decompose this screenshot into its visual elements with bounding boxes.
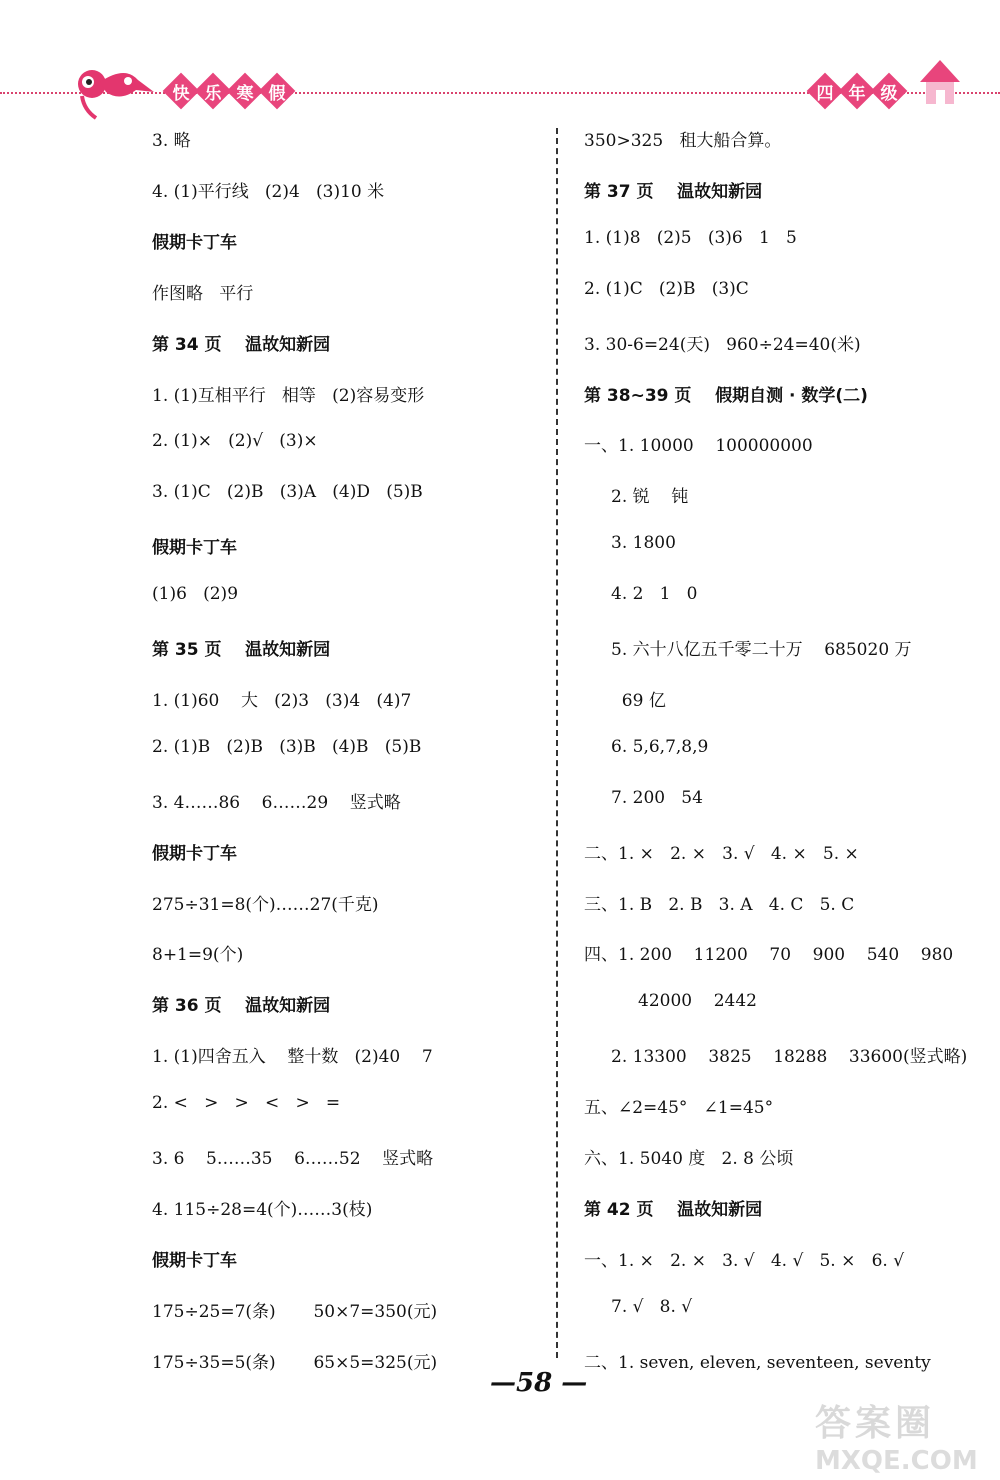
- house-icon: [918, 58, 963, 108]
- right_tag-char-text: 级: [880, 83, 898, 104]
- answer-line: 4. 2 1 0: [611, 584, 698, 605]
- answer-line: 3. 30-6=24(天) 960÷24=40(米): [584, 334, 861, 355]
- answer-line: 5. 六十八亿五千零二十万 685020 万: [611, 640, 912, 660]
- answer-line: 42000 2442: [611, 991, 757, 1012]
- watermark-site-text: MXQE.COM: [815, 1446, 978, 1476]
- answer-line: 1. (1)8 (2)5 (3)6 1 5: [584, 227, 797, 248]
- left_tag-char-text: 乐: [204, 83, 222, 104]
- right_tag-char-text: 四: [816, 83, 834, 104]
- answer-line: 3. (1)C (2)B (3)A (4)D (5)B: [152, 482, 423, 503]
- page-number: —58 —: [490, 1368, 588, 1398]
- answer-line: 275÷31=8(个)……27(千克): [152, 894, 379, 915]
- answer-line: 6. 5,6,7,8,9: [611, 736, 709, 757]
- answer-line: 3. 6 5……35 6……52 竖式略: [152, 1149, 434, 1169]
- answer-line: 2. (1)C (2)B (3)C: [584, 278, 749, 299]
- answer-line: 2. < > > < > =: [152, 1093, 341, 1114]
- answer-line: 二、1. × 2. × 3. √ 4. × 5. ×: [584, 843, 859, 864]
- answer-line: 作图略 平行: [152, 283, 254, 304]
- section-heading: 假期卡丁车: [152, 232, 237, 253]
- answer-line: 69 亿: [611, 690, 666, 711]
- answer-line: 3. 4……86 6……29 竖式略: [152, 792, 401, 813]
- answer-line: 2. (1)B (2)B (3)B (4)B (5)B: [152, 736, 422, 757]
- left_tag-char-text: 假: [268, 83, 286, 104]
- page-header: [0, 0, 1000, 130]
- header-title-tag: [168, 78, 290, 104]
- answer-line: 175÷25=7(条) 50×7=350(元): [152, 1301, 438, 1322]
- section-heading: 第 42 页 温故知新园: [584, 1199, 763, 1220]
- answer-line: 8+1=9(个): [152, 945, 244, 966]
- answer-line: 四、1. 200 11200 70 900 540 980: [584, 945, 954, 966]
- answer-line: 五、∠2=45° ∠1=45°: [584, 1098, 774, 1119]
- section-heading: 第 37 页 温故知新园: [584, 181, 763, 202]
- column-divider: [556, 128, 558, 1358]
- answer-line: (1)6 (2)9: [152, 584, 239, 605]
- answer-line: 2. (1)× (2)√ (3)×: [152, 431, 318, 452]
- answer-line: 三、1. B 2. B 3. A 4. C 5. C: [584, 894, 855, 915]
- right_tag-char: [871, 73, 908, 110]
- watermark-logo-text: 答案圈: [815, 1403, 936, 1444]
- watermark: [815, 1395, 990, 1476]
- answer-line: 一、1. × 2. × 3. √ 4. √ 5. × 6. √: [584, 1250, 905, 1271]
- answer-line: 3. 略: [152, 131, 191, 151]
- answer-line: 1. (1)互相平行 相等 (2)容易变形: [152, 385, 425, 406]
- grade-tag: [812, 78, 902, 104]
- left_tag-char: [259, 73, 296, 110]
- answer-line: 二、1. seven, eleven, seventeen, seventy: [584, 1352, 931, 1373]
- answer-line: 4. 115÷28=4(个)……3(枝): [152, 1199, 373, 1220]
- section-heading: 第 38~39 页 假期自测 · 数学(二): [584, 385, 868, 406]
- left_tag-char-text: 快: [172, 83, 190, 104]
- section-heading: 第 35 页 温故知新园: [152, 640, 331, 660]
- answer-line: 2. 13300 3825 18288 33600(竖式略): [611, 1047, 968, 1068]
- answer-line: 350>325 租大船合算。: [584, 131, 782, 151]
- section-heading: 第 34 页 温故知新园: [152, 334, 331, 355]
- answer-line: 7. 200 54: [611, 787, 703, 808]
- answer-line: 3. 1800: [611, 533, 676, 554]
- left_tag-char-text: 寒: [236, 83, 254, 104]
- section-heading: 假期卡丁车: [152, 843, 237, 864]
- answer-line: 2. 锐 钝: [611, 487, 689, 508]
- answer-line: 4. (1)平行线 (2)4 (3)10 米: [152, 181, 385, 202]
- answer-line: 175÷35=5(条) 65×5=325(元): [152, 1352, 438, 1373]
- answer-line: 一、1. 10000 100000000: [584, 436, 813, 457]
- answer-line: 7. √ 8. √: [611, 1296, 693, 1317]
- answer-line: 1. (1)四舍五入 整十数 (2)40 7: [152, 1047, 433, 1068]
- answer-line: 1. (1)60 大 (2)3 (3)4 (4)7: [152, 690, 412, 711]
- section-heading: 第 36 页 温故知新园: [152, 996, 331, 1017]
- section-heading: 假期卡丁车: [152, 538, 237, 559]
- section-heading: 假期卡丁车: [152, 1250, 237, 1271]
- right_tag-char-text: 年: [848, 83, 866, 104]
- answer-line: 六、1. 5040 度 2. 8 公顷: [584, 1149, 794, 1169]
- bird-logo-icon: [70, 60, 165, 120]
